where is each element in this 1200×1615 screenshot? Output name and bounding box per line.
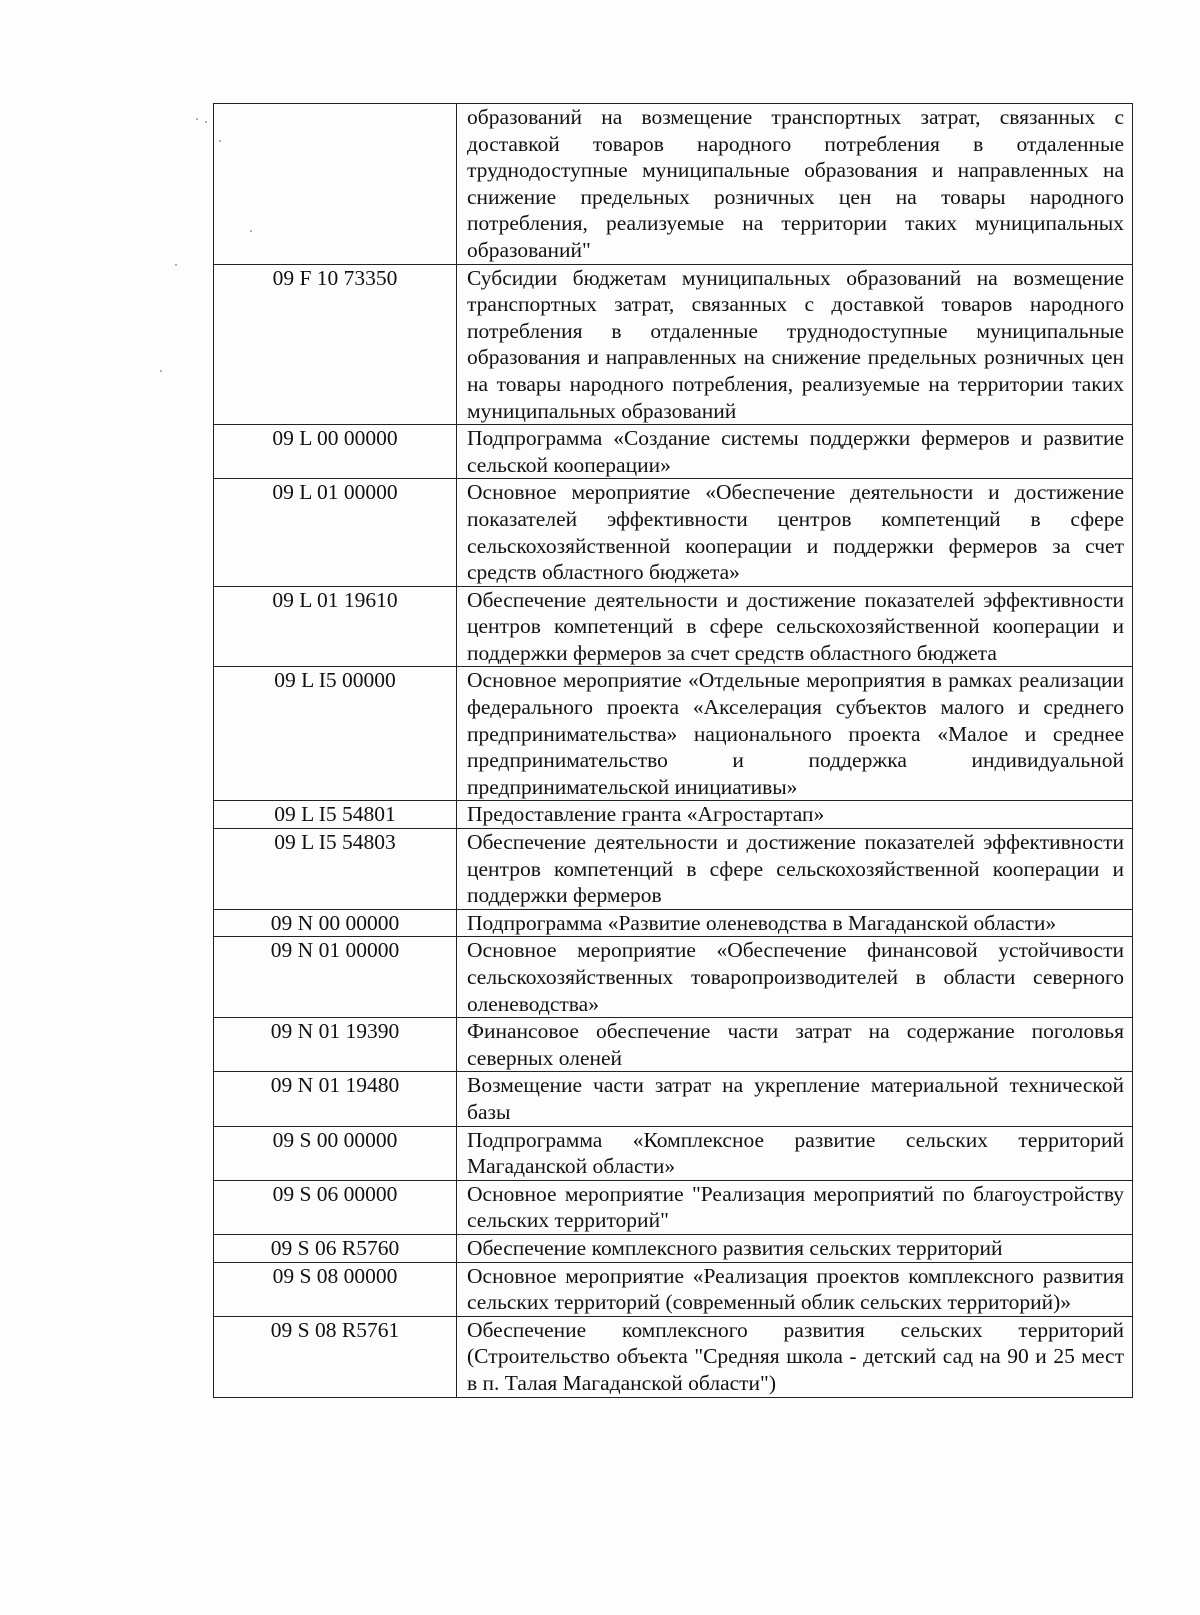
code-cell: 09 N 01 00000 bbox=[214, 937, 457, 1018]
description-cell: Обеспечение деятельности и достижение показателей эффективности центров компетенций в сфере сельскохозяйственной кооперации и поддержки фермеров за счет средств областного бюджета bbox=[457, 586, 1133, 667]
scan-speck bbox=[175, 264, 177, 266]
description-cell: Основное мероприятие «Обеспечение деятельности и достижение показателей эффективности центров компетенций в сфере сельскохозяйственной кооперации и поддержки фермеров за счет средств областного бюджета» bbox=[457, 479, 1133, 586]
table-row bbox=[214, 264, 1133, 425]
description-cell: Основное мероприятие «Обеспечение финансовой устойчивости сельскохозяйственных товаропроизводителей в области северного оленеводства» bbox=[457, 937, 1133, 1018]
description-cell: Подпрограмма «Комплексное развитие сельских территорий Магаданской области» bbox=[457, 1126, 1133, 1180]
table-row bbox=[214, 1126, 1133, 1180]
code-cell: 09 N 01 19390 bbox=[214, 1018, 457, 1072]
table-row bbox=[214, 425, 1133, 479]
code-cell: 09 L I5 54801 bbox=[214, 801, 457, 829]
description-cell: Обеспечение комплексного развития сельских территорий (Строительство объекта "Средняя школа - детский сад на 90 и 25 мест в п. Талая Магаданской области") bbox=[457, 1316, 1133, 1397]
code-cell: 09 N 01 19480 bbox=[214, 1072, 457, 1126]
code-cell: 09 L I5 54803 bbox=[214, 829, 457, 910]
scan-speck bbox=[196, 118, 198, 120]
code-cell: 09 S 08 00000 bbox=[214, 1262, 457, 1316]
table-row bbox=[214, 801, 1133, 829]
code-cell bbox=[214, 104, 457, 265]
code-cell: 09 N 00 00000 bbox=[214, 909, 457, 937]
code-cell: 09 S 06 R5760 bbox=[214, 1234, 457, 1262]
table-row bbox=[214, 1262, 1133, 1316]
code-cell: 09 L 00 00000 bbox=[214, 425, 457, 479]
code-cell: 09 F 10 73350 bbox=[214, 264, 457, 425]
description-cell: Основное мероприятие "Реализация мероприятий по благоустройству сельских территорий" bbox=[457, 1180, 1133, 1234]
scan-speck bbox=[205, 121, 207, 123]
description-cell: Обеспечение деятельности и достижение показателей эффективности центров компетенций в сфере сельскохозяйственной кооперации и поддержки фермеров bbox=[457, 829, 1133, 910]
table-row bbox=[214, 937, 1133, 1018]
code-cell: 09 S 06 00000 bbox=[214, 1180, 457, 1234]
scan-speck bbox=[160, 370, 162, 372]
table-row bbox=[214, 479, 1133, 586]
description-cell: образований на возмещение транспортных затрат, связанных с доставкой товаров народного потребления в отдаленные труднодоступные муниципальные образования и направленных на снижение предельных розничных цен на товары народного потребления, реализуемые на территории таких муниципальных образований" bbox=[457, 104, 1133, 265]
table-row bbox=[214, 1316, 1133, 1397]
table-row bbox=[214, 1072, 1133, 1126]
description-cell: Основное мероприятие «Отдельные мероприятия в рамках реализации федерального проекта «Акселерация субъектов малого и среднего предпринимательства» национального проекта «Малое и среднее предпринимательство и поддержка индивидуальной предпринимательской инициативы» bbox=[457, 667, 1133, 801]
budget-code-table bbox=[213, 103, 1133, 1398]
table-row bbox=[214, 667, 1133, 801]
description-cell: Подпрограмма «Создание системы поддержки фермеров и развитие сельской кооперации» bbox=[457, 425, 1133, 479]
description-cell: Основное мероприятие «Реализация проектов комплексного развития сельских территорий (современный облик сельских территорий)» bbox=[457, 1262, 1133, 1316]
description-cell: Возмещение части затрат на укрепление материальной технической базы bbox=[457, 1072, 1133, 1126]
description-cell: Финансовое обеспечение части затрат на содержание поголовья северных оленей bbox=[457, 1018, 1133, 1072]
description-cell: Обеспечение комплексного развития сельских территорий bbox=[457, 1234, 1133, 1262]
table-row bbox=[214, 104, 1133, 265]
code-cell: 09 S 00 00000 bbox=[214, 1126, 457, 1180]
code-cell: 09 S 08 R5761 bbox=[214, 1316, 457, 1397]
table-row bbox=[214, 909, 1133, 937]
description-cell: Предоставление гранта «Агростартап» bbox=[457, 801, 1133, 829]
code-cell: 09 L 01 19610 bbox=[214, 586, 457, 667]
table-row bbox=[214, 586, 1133, 667]
table-row bbox=[214, 1018, 1133, 1072]
code-cell: 09 L I5 00000 bbox=[214, 667, 457, 801]
table-row bbox=[214, 1234, 1133, 1262]
description-cell: Субсидии бюджетам муниципальных образований на возмещение транспортных затрат, связанных с доставкой товаров народного потребления в отдаленные труднодоступные муниципальные образования и направленных на снижение предельных розничных цен на товары народного потребления, реализуемые на территории таких муниципальных образований bbox=[457, 264, 1133, 425]
table-row bbox=[214, 829, 1133, 910]
description-cell: Подпрограмма «Развитие оленеводства в Магаданской области» bbox=[457, 909, 1133, 937]
table-row bbox=[214, 1180, 1133, 1234]
code-cell: 09 L 01 00000 bbox=[214, 479, 457, 586]
